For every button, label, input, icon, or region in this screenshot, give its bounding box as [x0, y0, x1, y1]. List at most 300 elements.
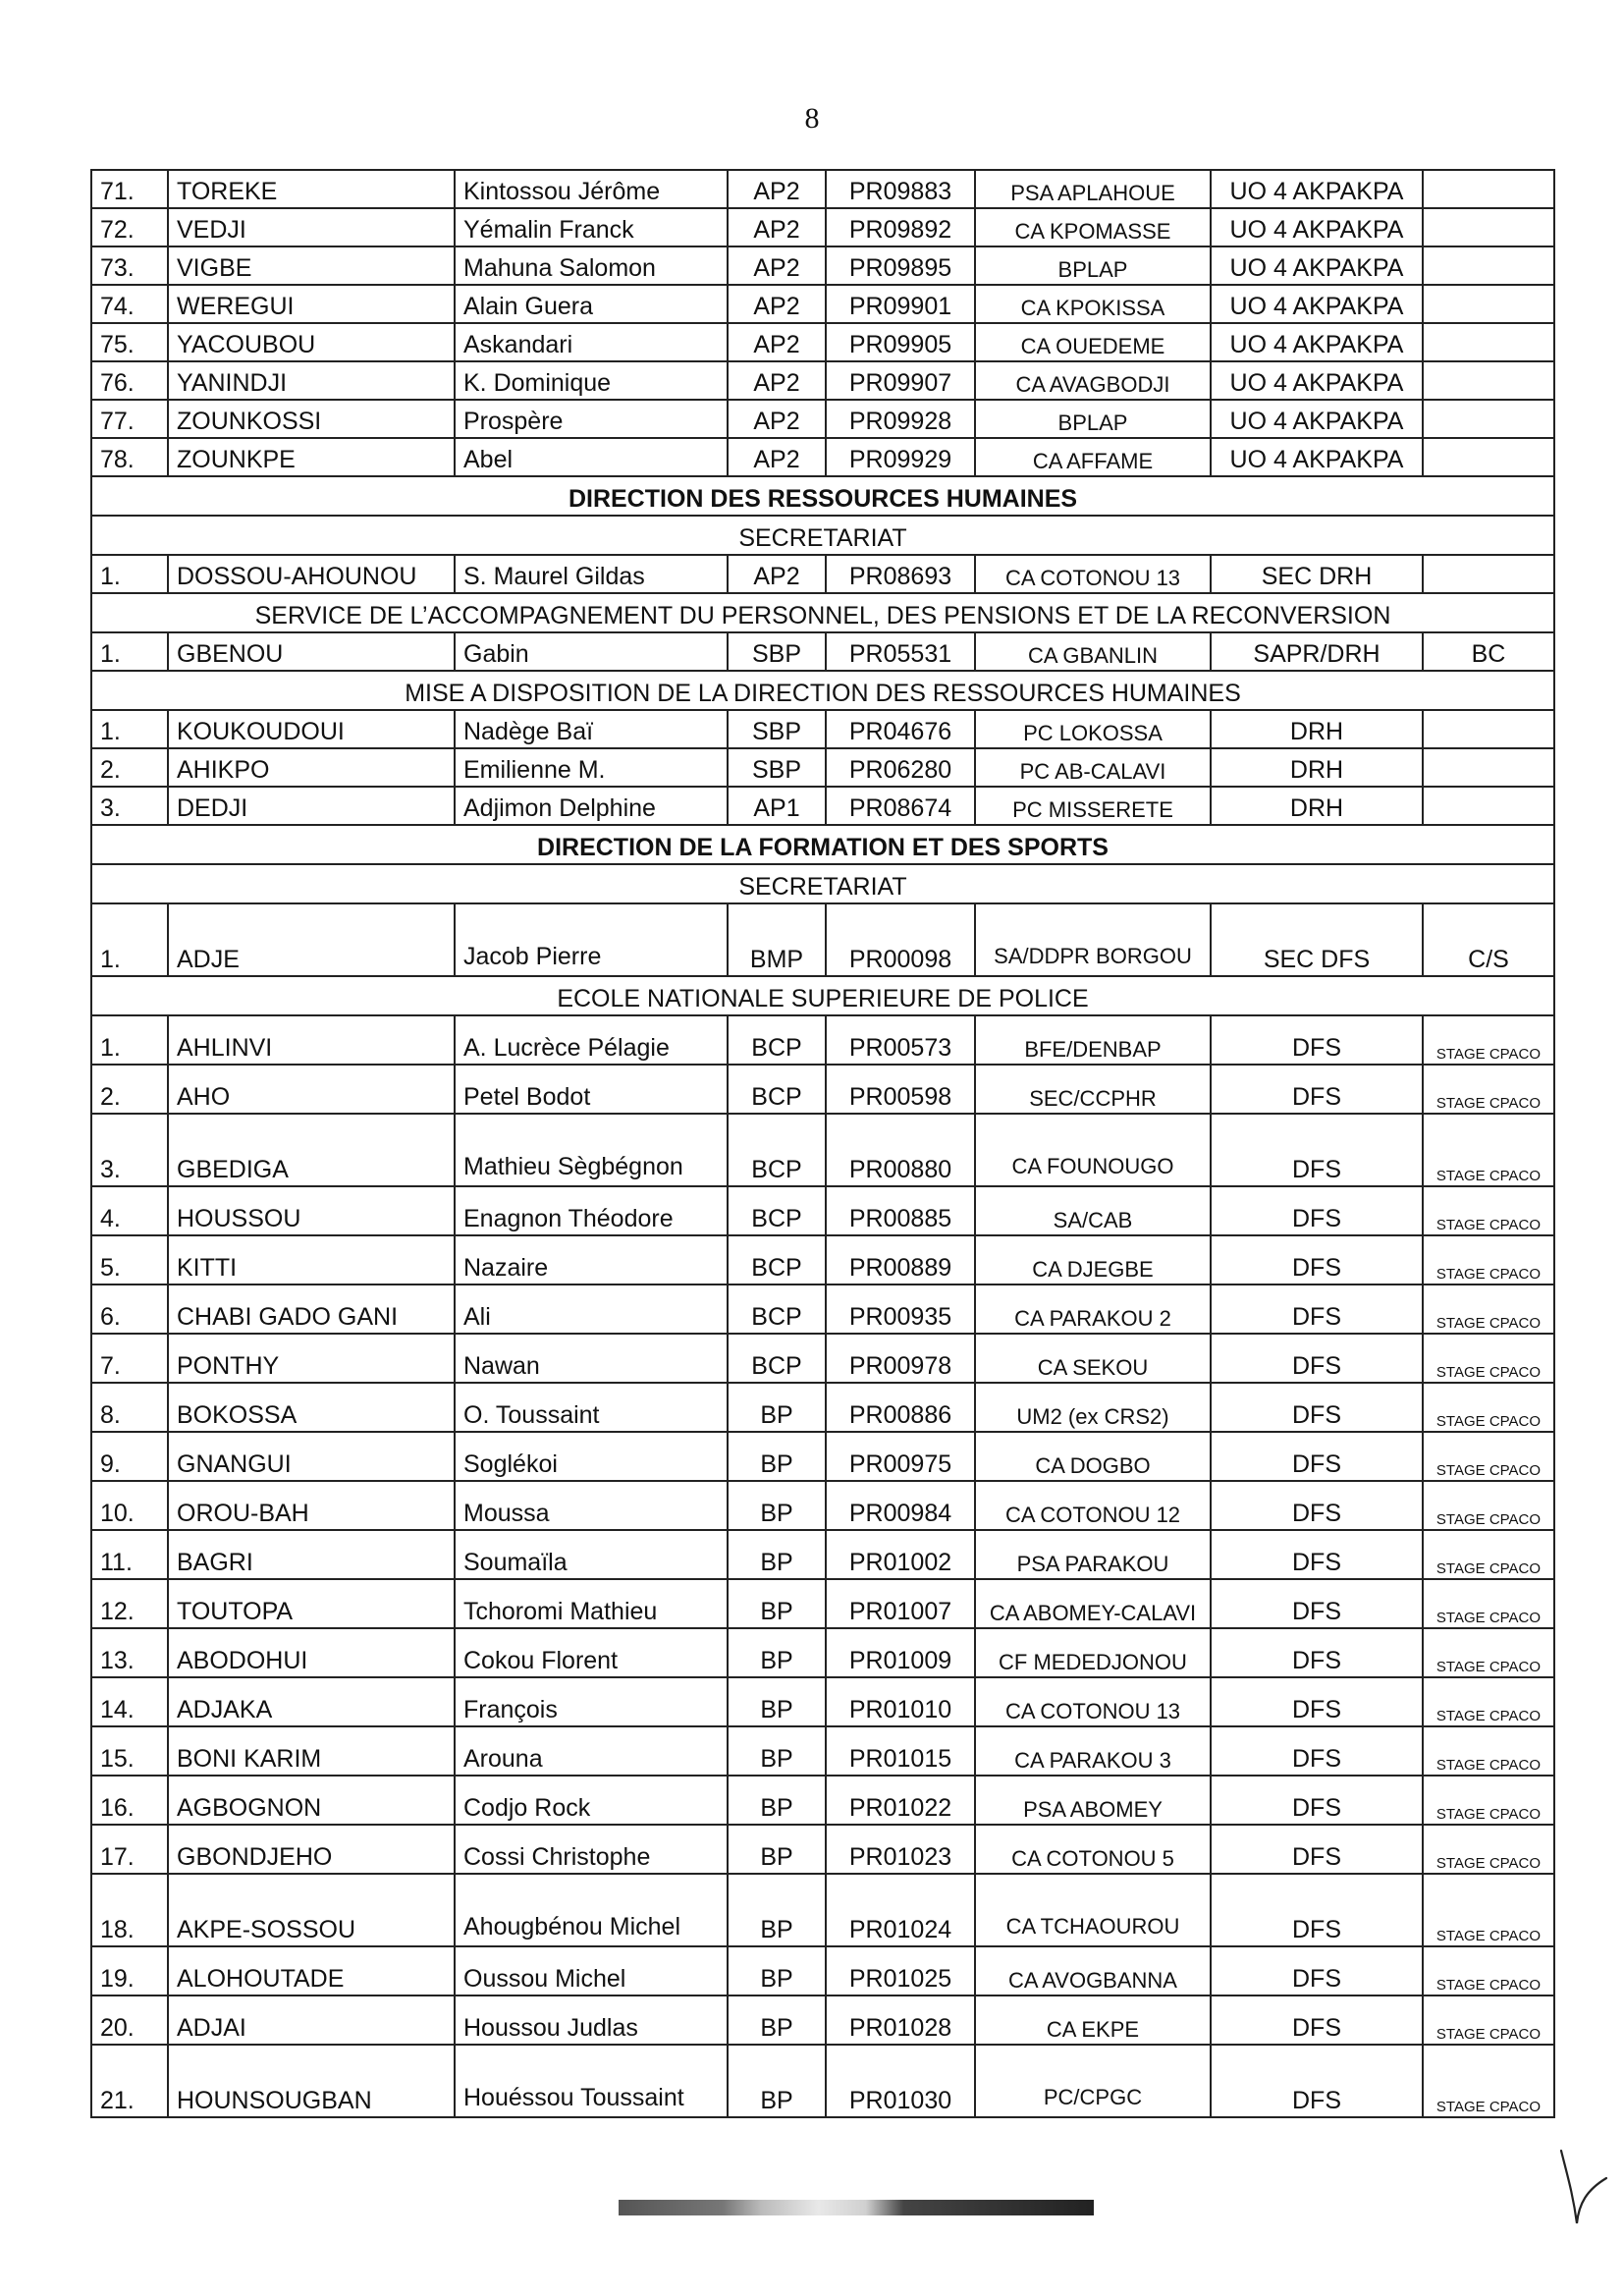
table-row [91, 285, 1554, 323]
last-name-cell: TOREKE [168, 170, 455, 208]
assignment-cell: DFS [1211, 1530, 1423, 1579]
remark-cell [1423, 787, 1554, 825]
row-number-cell: 3. [91, 1114, 168, 1186]
remark-cell [1423, 246, 1554, 285]
row-number-cell: 13. [91, 1628, 168, 1677]
last-name-cell: TOUTOPA [168, 1579, 455, 1628]
origin-unit-cell: BPLAP [975, 246, 1211, 285]
row-number-cell: 20. [91, 1995, 168, 2045]
origin-unit-cell: BPLAP [975, 400, 1211, 438]
assignment-cell: DFS [1211, 1481, 1423, 1530]
assignment-cell: DRH [1211, 748, 1423, 787]
remark-cell: STAGE CPACO [1423, 1776, 1554, 1825]
registration-number-cell: PR01030 [826, 2045, 975, 2117]
assignment-cell: UO 4 AKPAKPA [1211, 285, 1423, 323]
assignment-cell: DFS [1211, 1235, 1423, 1285]
last-name-cell: VEDJI [168, 208, 455, 246]
registration-number-cell: PR04676 [826, 710, 975, 748]
first-names-cell: Petel Bodot [455, 1065, 728, 1114]
row-number-cell: 73. [91, 246, 168, 285]
registration-number-cell: PR00889 [826, 1235, 975, 1285]
assignment-cell: DFS [1211, 1383, 1423, 1432]
first-names-cell: O. Toussaint [455, 1383, 728, 1432]
assignment-cell: DFS [1211, 1579, 1423, 1628]
section-header-row [91, 476, 1554, 516]
first-names-cell: Jacob Pierre [455, 903, 728, 976]
origin-unit-cell: CA OUEDEME [975, 323, 1211, 361]
registration-number-cell: PR01022 [826, 1776, 975, 1825]
table-row [91, 903, 1554, 976]
grade-cell: BCP [728, 1015, 826, 1065]
assignment-cell: UO 4 AKPAKPA [1211, 246, 1423, 285]
table-row [91, 787, 1554, 825]
section-header-row [91, 864, 1554, 903]
first-names-cell: Nadège Baï [455, 710, 728, 748]
last-name-cell: ZOUNKOSSI [168, 400, 455, 438]
table-row [91, 710, 1554, 748]
grade-cell: BP [728, 2045, 826, 2117]
table-row [91, 1432, 1554, 1481]
last-name-cell: GBEDIGA [168, 1114, 455, 1186]
assignment-cell: DFS [1211, 2045, 1423, 2117]
registration-number-cell: PR09883 [826, 170, 975, 208]
first-names-cell: Adjimon Delphine [455, 787, 728, 825]
personnel-table-body [91, 170, 1554, 2117]
assignment-cell: DFS [1211, 1995, 1423, 2045]
origin-unit-cell: CA GBANLIN [975, 632, 1211, 671]
remark-cell: STAGE CPACO [1423, 1628, 1554, 1677]
origin-unit-cell: PC/CPGC [975, 2045, 1211, 2117]
last-name-cell: AHLINVI [168, 1015, 455, 1065]
grade-cell: BP [728, 1825, 826, 1874]
row-number-cell: 9. [91, 1432, 168, 1481]
grade-cell: BP [728, 1383, 826, 1432]
grade-cell: AP2 [728, 170, 826, 208]
last-name-cell: CHABI GADO GANI [168, 1285, 455, 1334]
table-row [91, 438, 1554, 476]
registration-number-cell: PR08674 [826, 787, 975, 825]
first-names-cell: Soglékoi [455, 1432, 728, 1481]
registration-number-cell: PR00975 [826, 1432, 975, 1481]
registration-number-cell: PR01007 [826, 1579, 975, 1628]
origin-unit-cell: CA AFFAME [975, 438, 1211, 476]
table-row [91, 170, 1554, 208]
remark-cell: STAGE CPACO [1423, 1015, 1554, 1065]
row-number-cell: 5. [91, 1235, 168, 1285]
table-row [91, 1579, 1554, 1628]
origin-unit-cell: PSA APLAHOUE [975, 170, 1211, 208]
grade-cell: BP [728, 1776, 826, 1825]
first-names-cell: Nazaire [455, 1235, 728, 1285]
remark-cell [1423, 361, 1554, 400]
grade-cell: BCP [728, 1285, 826, 1334]
last-name-cell: BOKOSSA [168, 1383, 455, 1432]
origin-unit-cell: CA COTONOU 13 [975, 1677, 1211, 1726]
registration-number-cell: PR09907 [826, 361, 975, 400]
registration-number-cell: PR00886 [826, 1383, 975, 1432]
section-title: ECOLE NATIONALE SUPERIEURE DE POLICE [91, 976, 1554, 1015]
table-row [91, 1776, 1554, 1825]
assignment-cell: UO 4 AKPAKPA [1211, 438, 1423, 476]
last-name-cell: ADJAKA [168, 1677, 455, 1726]
registration-number-cell: PR09928 [826, 400, 975, 438]
origin-unit-cell: CA PARAKOU 2 [975, 1285, 1211, 1334]
personnel-table [90, 169, 1555, 2118]
section-header-row [91, 671, 1554, 710]
assignment-cell: DFS [1211, 1628, 1423, 1677]
grade-cell: BCP [728, 1235, 826, 1285]
registration-number-cell: PR01025 [826, 1946, 975, 1995]
grade-cell: BMP [728, 903, 826, 976]
grade-cell: BP [728, 1874, 826, 1946]
first-names-cell: Arouna [455, 1726, 728, 1776]
row-number-cell: 76. [91, 361, 168, 400]
footer-scan-bar [619, 2200, 1094, 2215]
table-row [91, 1677, 1554, 1726]
origin-unit-cell: PSA ABOMEY [975, 1776, 1211, 1825]
grade-cell: AP2 [728, 285, 826, 323]
row-number-cell: 71. [91, 170, 168, 208]
grade-cell: BP [728, 1628, 826, 1677]
table-row [91, 1825, 1554, 1874]
grade-cell: BCP [728, 1334, 826, 1383]
last-name-cell: BAGRI [168, 1530, 455, 1579]
last-name-cell: AGBOGNON [168, 1776, 455, 1825]
table-row [91, 361, 1554, 400]
table-row [91, 1530, 1554, 1579]
remark-cell: STAGE CPACO [1423, 1579, 1554, 1628]
registration-number-cell: PR05531 [826, 632, 975, 671]
remark-cell: STAGE CPACO [1423, 1946, 1554, 1995]
grade-cell: BCP [728, 1065, 826, 1114]
row-number-cell: 2. [91, 1065, 168, 1114]
first-names-cell: Cossi Christophe [455, 1825, 728, 1874]
last-name-cell: ALOHOUTADE [168, 1946, 455, 1995]
registration-number-cell: PR09895 [826, 246, 975, 285]
last-name-cell: DEDJI [168, 787, 455, 825]
table-row [91, 246, 1554, 285]
row-number-cell: 1. [91, 632, 168, 671]
first-names-cell: Ali [455, 1285, 728, 1334]
remark-cell: STAGE CPACO [1423, 1285, 1554, 1334]
last-name-cell: AHO [168, 1065, 455, 1114]
remark-cell [1423, 323, 1554, 361]
grade-cell: AP2 [728, 555, 826, 593]
grade-cell: BP [728, 1995, 826, 2045]
remark-cell: STAGE CPACO [1423, 1065, 1554, 1114]
origin-unit-cell: CA SEKOU [975, 1334, 1211, 1383]
row-number-cell: 1. [91, 710, 168, 748]
registration-number-cell: PR01002 [826, 1530, 975, 1579]
assignment-cell: UO 4 AKPAKPA [1211, 208, 1423, 246]
origin-unit-cell: CA DJEGBE [975, 1235, 1211, 1285]
origin-unit-cell: CA COTONOU 12 [975, 1481, 1211, 1530]
last-name-cell: AKPE-SOSSOU [168, 1874, 455, 1946]
first-names-cell: Nawan [455, 1334, 728, 1383]
registration-number-cell: PR06280 [826, 748, 975, 787]
table-row [91, 323, 1554, 361]
section-title: SECRETARIAT [91, 864, 1554, 903]
row-number-cell: 1. [91, 1015, 168, 1065]
grade-cell: SBP [728, 710, 826, 748]
section-header-row [91, 516, 1554, 555]
last-name-cell: KITTI [168, 1235, 455, 1285]
table-row [91, 1383, 1554, 1432]
remark-cell: STAGE CPACO [1423, 1481, 1554, 1530]
grade-cell: BP [728, 1726, 826, 1776]
remark-cell: STAGE CPACO [1423, 1334, 1554, 1383]
registration-number-cell: PR09892 [826, 208, 975, 246]
last-name-cell: GNANGUI [168, 1432, 455, 1481]
origin-unit-cell: PC MISSERETE [975, 787, 1211, 825]
table-row [91, 1235, 1554, 1285]
first-names-cell: Moussa [455, 1481, 728, 1530]
grade-cell: BP [728, 1579, 826, 1628]
assignment-cell: SEC DFS [1211, 903, 1423, 976]
remark-cell: STAGE CPACO [1423, 1383, 1554, 1432]
first-names-cell: Alain Guera [455, 285, 728, 323]
section-title: DIRECTION DE LA FORMATION ET DES SPORTS [91, 825, 1554, 864]
first-names-cell: K. Dominique [455, 361, 728, 400]
origin-unit-cell: CA EKPE [975, 1995, 1211, 2045]
grade-cell: BCP [728, 1186, 826, 1235]
row-number-cell: 75. [91, 323, 168, 361]
remark-cell: BC [1423, 632, 1554, 671]
registration-number-cell: PR09905 [826, 323, 975, 361]
row-number-cell: 19. [91, 1946, 168, 1995]
origin-unit-cell: CA ABOMEY-CALAVI [975, 1579, 1211, 1628]
table-row [91, 1065, 1554, 1114]
row-number-cell: 10. [91, 1481, 168, 1530]
last-name-cell: ADJE [168, 903, 455, 976]
section-title: DIRECTION DES RESSOURCES HUMAINES [91, 476, 1554, 516]
first-names-cell: Oussou Michel [455, 1946, 728, 1995]
remark-cell [1423, 208, 1554, 246]
row-number-cell: 16. [91, 1776, 168, 1825]
registration-number-cell: PR01023 [826, 1825, 975, 1874]
grade-cell: BP [728, 1530, 826, 1579]
table-row [91, 1628, 1554, 1677]
assignment-cell: DFS [1211, 1677, 1423, 1726]
first-names-cell: Houssou Judlas [455, 1995, 728, 2045]
registration-number-cell: PR01015 [826, 1726, 975, 1776]
registration-number-cell: PR01028 [826, 1995, 975, 2045]
first-names-cell: Kintossou Jérôme [455, 170, 728, 208]
assignment-cell: DFS [1211, 1334, 1423, 1383]
last-name-cell: OROU-BAH [168, 1481, 455, 1530]
first-names-cell: Houéssou Toussaint [455, 2045, 728, 2117]
row-number-cell: 74. [91, 285, 168, 323]
assignment-cell: DRH [1211, 710, 1423, 748]
origin-unit-cell: CA KPOMASSE [975, 208, 1211, 246]
assignment-cell: UO 4 AKPAKPA [1211, 170, 1423, 208]
origin-unit-cell: PC AB-CALAVI [975, 748, 1211, 787]
registration-number-cell: PR00978 [826, 1334, 975, 1383]
row-number-cell: 21. [91, 2045, 168, 2117]
first-names-cell: Soumaïla [455, 1530, 728, 1579]
assignment-cell: DFS [1211, 1186, 1423, 1235]
registration-number-cell: PR09901 [826, 285, 975, 323]
registration-number-cell: PR01010 [826, 1677, 975, 1726]
personnel-table-container [90, 169, 1553, 2118]
registration-number-cell: PR00935 [826, 1285, 975, 1334]
first-names-cell: Codjo Rock [455, 1776, 728, 1825]
origin-unit-cell: UM2 (ex CRS2) [975, 1383, 1211, 1432]
remark-cell [1423, 748, 1554, 787]
last-name-cell: PONTHY [168, 1334, 455, 1383]
remark-cell: STAGE CPACO [1423, 1114, 1554, 1186]
grade-cell: AP1 [728, 787, 826, 825]
row-number-cell: 8. [91, 1383, 168, 1432]
origin-unit-cell: CA KPOKISSA [975, 285, 1211, 323]
origin-unit-cell: CA TCHAOUROU [975, 1874, 1211, 1946]
row-number-cell: 3. [91, 787, 168, 825]
origin-unit-cell: CA COTONOU 5 [975, 1825, 1211, 1874]
assignment-cell: DFS [1211, 1065, 1423, 1114]
registration-number-cell: PR01009 [826, 1628, 975, 1677]
table-row [91, 632, 1554, 671]
remark-cell: STAGE CPACO [1423, 1677, 1554, 1726]
row-number-cell: 6. [91, 1285, 168, 1334]
table-row [91, 1285, 1554, 1334]
first-names-cell: Ahougbénou Michel [455, 1874, 728, 1946]
assignment-cell: UO 4 AKPAKPA [1211, 361, 1423, 400]
origin-unit-cell: CA AVOGBANNA [975, 1946, 1211, 1995]
registration-number-cell: PR01024 [826, 1874, 975, 1946]
grade-cell: SBP [728, 632, 826, 671]
assignment-cell: DFS [1211, 1874, 1423, 1946]
grade-cell: AP2 [728, 246, 826, 285]
row-number-cell: 12. [91, 1579, 168, 1628]
table-row [91, 1015, 1554, 1065]
first-names-cell: Askandari [455, 323, 728, 361]
remark-cell [1423, 710, 1554, 748]
remark-cell: STAGE CPACO [1423, 1726, 1554, 1776]
row-number-cell: 1. [91, 903, 168, 976]
remark-cell: STAGE CPACO [1423, 1530, 1554, 1579]
first-names-cell: Mathieu Sègbégnon [455, 1114, 728, 1186]
remark-cell: STAGE CPACO [1423, 1186, 1554, 1235]
origin-unit-cell: SEC/CCPHR [975, 1065, 1211, 1114]
registration-number-cell: PR00880 [826, 1114, 975, 1186]
assignment-cell: UO 4 AKPAKPA [1211, 323, 1423, 361]
grade-cell: AP2 [728, 323, 826, 361]
last-name-cell: KOUKOUDOUI [168, 710, 455, 748]
table-row [91, 555, 1554, 593]
assignment-cell: DRH [1211, 787, 1423, 825]
grade-cell: AP2 [728, 208, 826, 246]
last-name-cell: GBENOU [168, 632, 455, 671]
grade-cell: BP [728, 1432, 826, 1481]
origin-unit-cell: SA/DDPR BORGOU [975, 903, 1211, 976]
origin-unit-cell: CA PARAKOU 3 [975, 1726, 1211, 1776]
origin-unit-cell: PSA PARAKOU [975, 1530, 1211, 1579]
last-name-cell: ADJAI [168, 1995, 455, 2045]
origin-unit-cell: CA AVAGBODJI [975, 361, 1211, 400]
origin-unit-cell: PC LOKOSSA [975, 710, 1211, 748]
table-row [91, 1726, 1554, 1776]
section-header-row [91, 593, 1554, 632]
registration-number-cell: PR00598 [826, 1065, 975, 1114]
last-name-cell: WEREGUI [168, 285, 455, 323]
first-names-cell: A. Lucrèce Pélagie [455, 1015, 728, 1065]
table-row [91, 1481, 1554, 1530]
row-number-cell: 77. [91, 400, 168, 438]
last-name-cell: DOSSOU-AHOUNOU [168, 555, 455, 593]
row-number-cell: 11. [91, 1530, 168, 1579]
assignment-cell: DFS [1211, 1432, 1423, 1481]
last-name-cell: HOUSSOU [168, 1186, 455, 1235]
remark-cell [1423, 555, 1554, 593]
page-number: 8 [804, 102, 820, 135]
last-name-cell: YANINDJI [168, 361, 455, 400]
table-row [91, 1946, 1554, 1995]
assignment-cell: DFS [1211, 1285, 1423, 1334]
registration-number-cell: PR00573 [826, 1015, 975, 1065]
row-number-cell: 1. [91, 555, 168, 593]
section-title: SERVICE DE L’ACCOMPAGNEMENT DU PERSONNEL, DES PENSIONS ET DE LA RECONVERSION [91, 593, 1554, 632]
remark-cell [1423, 400, 1554, 438]
assignment-cell: DFS [1211, 1776, 1423, 1825]
remark-cell [1423, 170, 1554, 208]
table-row [91, 1114, 1554, 1186]
first-names-cell: S. Maurel Gildas [455, 555, 728, 593]
registration-number-cell: PR09929 [826, 438, 975, 476]
first-names-cell: Cokou Florent [455, 1628, 728, 1677]
row-number-cell: 2. [91, 748, 168, 787]
section-title: MISE A DISPOSITION DE LA DIRECTION DES RESSOURCES HUMAINES [91, 671, 1554, 710]
origin-unit-cell: CF MEDEDJONOU [975, 1628, 1211, 1677]
registration-number-cell: PR00098 [826, 903, 975, 976]
last-name-cell: ZOUNKPE [168, 438, 455, 476]
grade-cell: AP2 [728, 361, 826, 400]
remark-cell [1423, 438, 1554, 476]
grade-cell: BP [728, 1481, 826, 1530]
grade-cell: BCP [728, 1114, 826, 1186]
assignment-cell: DFS [1211, 1015, 1423, 1065]
first-names-cell: Emilienne M. [455, 748, 728, 787]
assignment-cell: DFS [1211, 1726, 1423, 1776]
first-names-cell: Prospère [455, 400, 728, 438]
grade-cell: BP [728, 1677, 826, 1726]
signature-mark [1553, 2145, 1612, 2233]
table-row [91, 208, 1554, 246]
remark-cell: STAGE CPACO [1423, 1432, 1554, 1481]
remark-cell: STAGE CPACO [1423, 2045, 1554, 2117]
registration-number-cell: PR08693 [826, 555, 975, 593]
table-row [91, 1995, 1554, 2045]
table-row [91, 1186, 1554, 1235]
assignment-cell: UO 4 AKPAKPA [1211, 400, 1423, 438]
row-number-cell: 18. [91, 1874, 168, 1946]
origin-unit-cell: SA/CAB [975, 1186, 1211, 1235]
assignment-cell: DFS [1211, 1114, 1423, 1186]
registration-number-cell: PR00984 [826, 1481, 975, 1530]
assignment-cell: DFS [1211, 1825, 1423, 1874]
last-name-cell: VIGBE [168, 246, 455, 285]
remark-cell: STAGE CPACO [1423, 1825, 1554, 1874]
section-title: SECRETARIAT [91, 516, 1554, 555]
section-header-row [91, 825, 1554, 864]
remark-cell: C/S [1423, 903, 1554, 976]
first-names-cell: Tchoromi Mathieu [455, 1579, 728, 1628]
grade-cell: BP [728, 1946, 826, 1995]
remark-cell: STAGE CPACO [1423, 1874, 1554, 1946]
assignment-cell: SAPR/DRH [1211, 632, 1423, 671]
first-names-cell: Yémalin Franck [455, 208, 728, 246]
origin-unit-cell: CA FOUNOUGO [975, 1114, 1211, 1186]
last-name-cell: YACOUBOU [168, 323, 455, 361]
